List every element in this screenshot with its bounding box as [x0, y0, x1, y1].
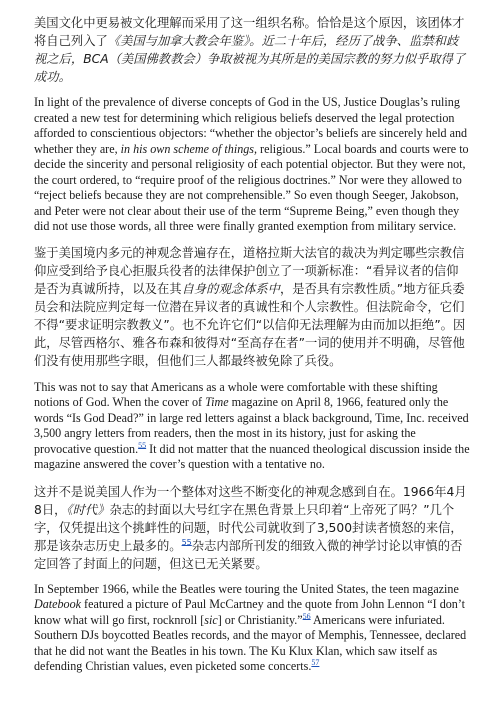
- footnote-link-56[interactable]: 56: [302, 611, 311, 621]
- chinese-paragraph-3: [34, 483, 470, 573]
- p6-text-f: Americans were infuriated. Southern DJs boycotted Beatles records, and the mayor of Memphis, Tennessee, declared that he did not want the Beatles in his town. The Ku Klux Klan, which saw itself as defending Christian values, even picketed some concerts.: [34, 612, 467, 673]
- english-paragraph-1: [34, 95, 470, 235]
- footnote-link-57[interactable]: 57: [311, 657, 320, 667]
- footnote-link-55-zh[interactable]: 55: [181, 537, 192, 547]
- p2-text-c: religious.” Local boards and courts were to decide the sincerity and personal religiosity of each potential objector. But they were not, the court ordered, to “require proof of the religious doctrines.” Nor were they allowed to “reject beliefs because they are not comprehensible.” So even though Seeger, Jakobson, and Peter were not clear about their use of the term “Supreme Being,” even though they did not use those words, all three were finally granted exemption from military service.: [34, 141, 469, 233]
- p3-text-a: 鉴于美国境内多元的神观念普遍存在，道格拉斯大法官的裁决为判定哪些宗教信仰应受到给予良心拒服兵役者的法律保护创立了一项新标准：“看异议者的信仰是否为真诚所持，以及在其: [34, 245, 465, 296]
- p5-italic-title: 《时代》: [66, 502, 110, 517]
- p6-text-c: featured a picture of Paul McCartney and the quote from John Lennon “I don’t know what will go first, rocknroll [: [34, 597, 466, 627]
- p4-text-c: magazine on April 8, 1966, featured only the words “Is God Dead?” in large red letters against a black background, Time, Inc. received 3,500 angry letters from readers, then the most in its history, just for asking the provocative question.: [34, 395, 469, 456]
- p4-italic-title: Time: [205, 395, 229, 409]
- p5-text-c: 杂志的封面以大号红字在黑色背景上只印着“上帝死了吗？”几个字，仅凭提出这个挑衅性的问题，时代公司就收到了3,500封读者愤怒的来信，那是该杂志历史上最多的。: [34, 502, 463, 553]
- p2-italic-phrase: in his own scheme of things,: [120, 141, 258, 156]
- p3-italic-phrase: 自身的观念体系中: [181, 281, 280, 296]
- p1-italic-text: 《美国与加拿大教会年鉴》。近二十年后，经历了战争、监禁和歧视之后，BCA（美国佛教教会）争取被视为其所是的美国宗教的努力似乎取得了成功。: [34, 34, 466, 84]
- p4-text-d: It did not matter that the nuanced theological discussion inside the magazine answered the cover’s question with a tentative no.: [34, 441, 470, 471]
- p3-text-c: ，是否具有宗教性质。”地方征兵委员会和法院应判定每一位潜在异议者的真诚性和个人宗教性。但法院命令，它们不得“要求证明宗教教义”。也不允许它们“以信仰无法理解为由而加以拒绝”。因此，尽管西格尔、雅各布森和彼得对“至高存在者”一词的使用并不明确，尽管他们没有使用那些字眼，但他们三人都最终被免除了兵役。: [34, 281, 466, 368]
- p1-text: 美国文化中更易被文化理解而采用了这一组织名称。恰恰是这个原因，该团体才将自己列入了: [34, 16, 465, 48]
- p5-text-d: 杂志内部所刊发的细致入微的神学讨论以审慎的否定回答了封面上的问题，但这已无关紧要。: [34, 538, 463, 571]
- p2-text-a: In light of the prevalence of diverse concepts of God in the US, Justice Douglas’s ruling created a new test for determining which religious beliefs deserved the legal protection afforded to conscientious objectors: “whether the objector’s beliefs are sincerely held and whether they are,: [34, 95, 468, 156]
- document-page: [34, 14, 470, 675]
- p6-italic-title: Datebook: [34, 597, 82, 611]
- p6-italic-sic: sic: [204, 612, 218, 627]
- english-paragraph-2: [34, 380, 470, 473]
- p5-text-a: 这并不是说美国人作为一个整体对这些不断变化的神观念感到自在。1966年4月8日，: [34, 484, 467, 517]
- p6-text-a: In September 1966, while the Beatles were touring the United States, the teen magazine: [34, 581, 459, 596]
- p6-text-e: ] or Christianity.”: [217, 612, 303, 627]
- chinese-paragraph-1: [34, 14, 470, 86]
- english-paragraph-3: [34, 582, 470, 675]
- footnote-link-55[interactable]: 55: [138, 440, 147, 450]
- p4-text-a: This was not to say that Americans as a whole were comfortable with these shifting notions of God. When the cover of: [34, 379, 438, 409]
- chinese-paragraph-2: [34, 244, 470, 370]
